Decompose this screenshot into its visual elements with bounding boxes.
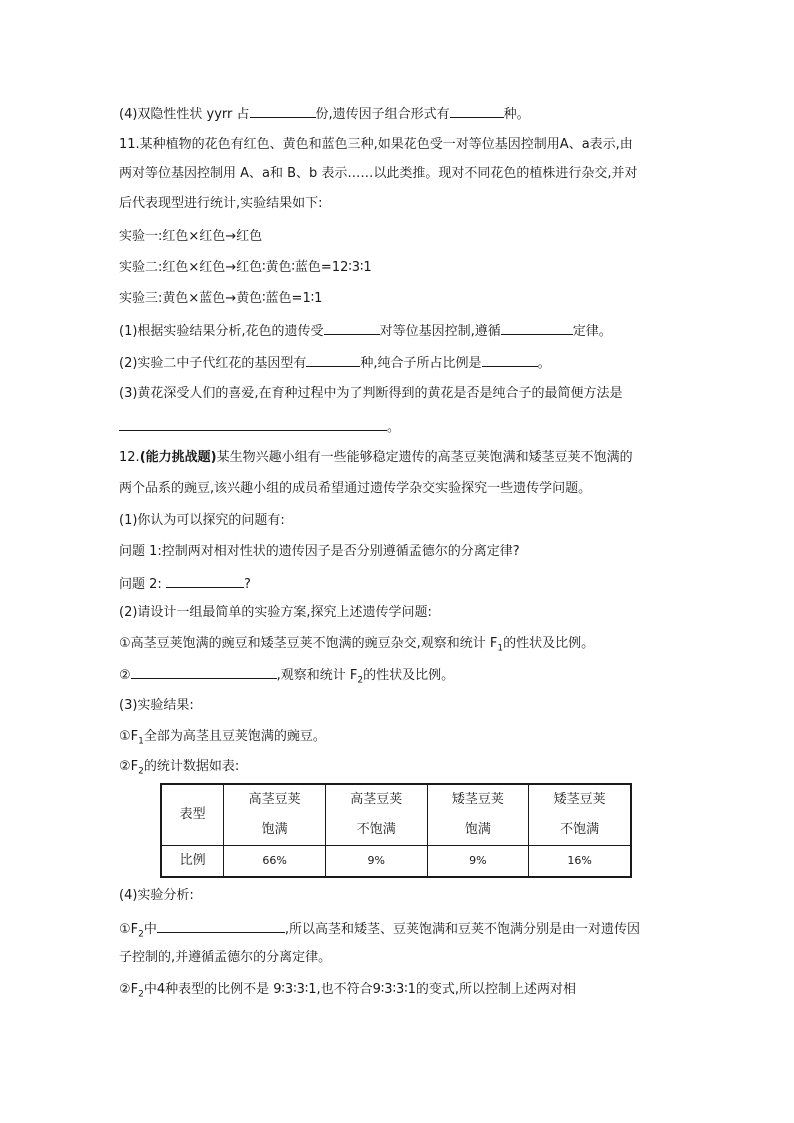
table-header-cell: 矮茎豆荚 饱满 [427,784,529,846]
q10-part4: (4)双隐性性状 yyrr 占 份,遗传因子组合形式有 种。 [119,103,530,125]
q11-sub-1: (1)根据实验结果分析,花色的遗传受 对等位基因控制,遵循 定律。 [119,320,612,342]
answer-blank[interactable] [482,352,538,367]
table-cell: 9% [325,846,427,878]
q12-analysis-1-cont: 子控制的,并遵循孟德尔的分离定律。 [119,950,332,965]
table-header-cell: 高茎豆荚 饱满 [224,784,326,846]
q12-sub-4: (4)实验分析: [119,888,194,903]
q11-sub-2: (2)实验二中子代红花的基因型有 种,纯合子所占比例是 。 [119,352,551,374]
answer-blank[interactable] [119,416,387,431]
q12-result-2: $②F_2$的统计数据如表: [119,759,240,777]
q11-experiment-3: 实验三:黄色×蓝色→黄色∶蓝色=1∶1 [119,291,323,306]
q12-sub-1: (1)你认为可以探究的问题有: [119,513,285,528]
answer-blank[interactable] [131,664,277,679]
table-header-cell: 矮茎豆荚 不饱满 [529,784,631,846]
q12-plan-2: ② ,观察和统计 $F_2$的性状及比例。 [119,664,454,691]
q11-experiment-1: 实验一:红色×红色→红色 [119,229,263,244]
q12-sub-3: (3)实验结果: [119,698,194,713]
answer-blank[interactable] [501,320,573,335]
answer-blank[interactable] [157,918,285,933]
q11-stem-3: 后代表现型进行统计,实验结果如下: [119,196,323,211]
answer-blank[interactable] [450,103,504,118]
q12-analysis-1: $①F_2$中 ,所以高茎和矮茎、豆荚饱满和豆荚不饱满分别是由一对遗传因 [119,918,640,945]
table-header-row [161,784,631,846]
table-header-cell: 表型 [161,784,224,846]
q11-sub-3: (3)黄花深受人们的喜爱,在育种过程中为了判断得到的黄花是否是纯合子的最简便方法是 [119,386,623,401]
q12-result-1: $①F_1$全部为高茎且豆荚饱满的豌豆。 [119,729,326,747]
q12-analysis-2: $②F_2$中4种表型的比例不是 9∶3∶3∶1,也不符合9∶3∶3∶1的变式,所以控制上述两对相 [119,982,577,1000]
q11-sub-3-answer: 。 [119,416,400,438]
answer-blank[interactable] [306,352,360,367]
answer-blank[interactable] [324,320,380,335]
challenge-tag: (能力挑战题) [139,450,217,465]
table-header-cell: 高茎豆荚 不饱满 [325,784,427,846]
q12-plan-1: ①高茎豆荚饱满的豌豆和矮茎豆荚不饱满的豌豆杂交,观察和统计 $F_1$的性状及比例。 [119,636,595,654]
f2-data-table [160,783,632,878]
table-cell: 比例 [161,846,224,878]
table-cell: 9% [427,846,529,878]
table-cell: 16% [529,846,631,878]
q12-question-1: 问题 1:控制两对相对性状的遗传因子是否分别遵循孟德尔的分离定律? [119,544,520,559]
q11-stem-2: 两对等位基因控制用 A、a和 B、b 表示……以此类推。现对不同花色的植株进行杂交,并对 [119,166,638,181]
table-cell: 66% [224,846,326,878]
answer-blank[interactable] [250,103,316,118]
answer-blank[interactable] [166,573,244,588]
q12-stem-1: 12.(能力挑战题)某生物兴趣小组有一些能够稳定遗传的高茎豆荚饱满和矮茎豆荚不饱满的 [119,450,633,465]
table-row [161,846,631,878]
q12-question-2: 问题 2: ? [119,573,251,595]
q12-sub-2: (2)请设计一组最简单的实验方案,探究上述遗传学问题: [119,605,432,620]
q12-stem-2: 两个品系的豌豆,该兴趣小组的成员希望通过遗传学杂交实验探究一些遗传学问题。 [119,481,592,496]
q11-stem-1: 11.某种植物的花色有红色、黄色和蓝色三种,如果花色受一对等位基因控制用A、a表示,由 [119,137,633,152]
q11-experiment-2: 实验二:红色×红色→红色∶黄色∶蓝色=12∶3∶1 [119,260,372,275]
